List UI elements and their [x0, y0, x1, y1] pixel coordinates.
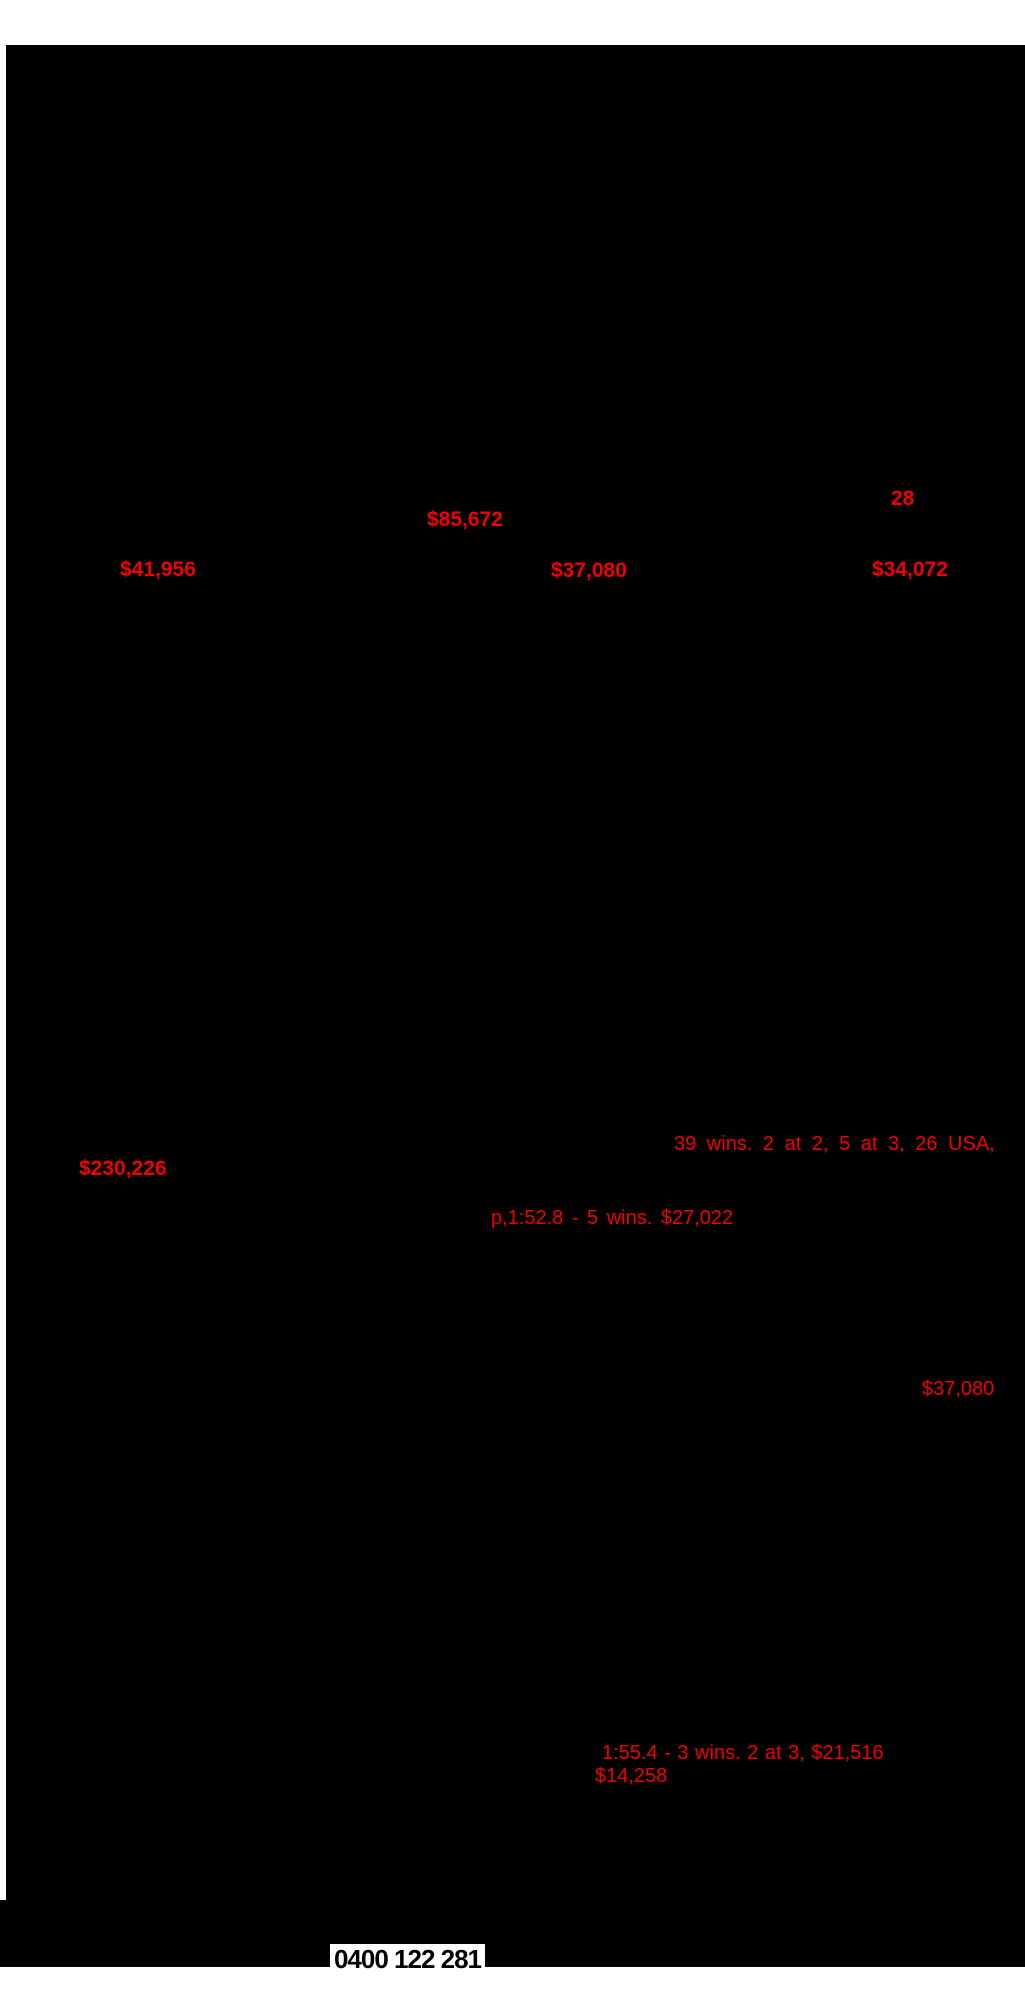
- annotation-amount-37080-top: $37,080: [551, 559, 627, 582]
- annotation-amount-34072: $34,072: [872, 558, 948, 581]
- annotation-race-record-155-4: 1:55.4 - 3 wins. 2 at 3, $21,516: [602, 1742, 884, 1764]
- annotation-amount-41956: $41,956: [120, 558, 196, 581]
- annotation-amount-85672: $85,672: [427, 508, 503, 531]
- annotation-amount-37080-mid: $37,080: [922, 1378, 995, 1400]
- annotation-count-28: 28: [891, 487, 915, 510]
- annotation-amount-14258: $14,258: [595, 1765, 668, 1787]
- phone-number-box: [330, 1944, 485, 1974]
- annotation-race-record-39-wins: 39 wins. 2 at 2, 5 at 3, 26 USA,: [674, 1133, 995, 1155]
- annotation-amount-230226: $230,226: [79, 1157, 167, 1180]
- phone-number: 0400 122 281: [333, 1944, 482, 1974]
- scan-black-region: [0, 45, 1025, 1974]
- annotation-race-record-p152-8: p,1:52.8 - 5 wins. $27,022: [491, 1207, 734, 1229]
- scan-left-edge-artifact: [0, 45, 6, 1900]
